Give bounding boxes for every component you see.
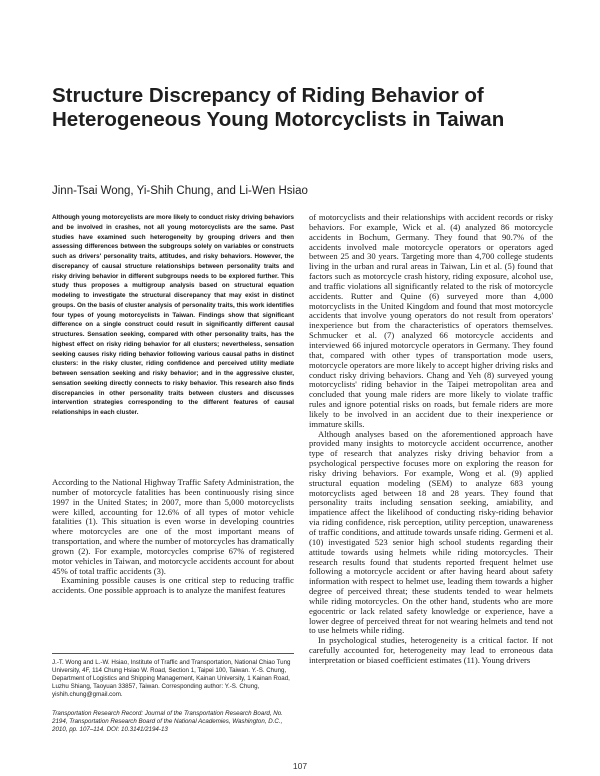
page-number: 107 bbox=[292, 761, 308, 771]
footnote-divider bbox=[52, 653, 294, 654]
author-affiliations-footnote: J.-T. Wong and L.-W. Hsiao, Institute of Traffic and Transportation, National Chiao Tung University, 4F, 114 Chung Hsiao W. Road, Section 1, Taipei 100, Taiwan. Y.-S. Chung, Department of Logistics and Shipping Management, Kainan University, 1 Kainan Road, Luzhu Shiang, Taoyuan 33857, Taiwan. Corresponding author: Y.-S. Chung, yishih.chung@gmail.com. bbox=[52, 659, 291, 699]
body-paragraph: Although analyses based on the aforementioned approach have provided many insights to motorcycle accident occurrence, another type of research that analyzes risky driving behavior from a psychological perspective focuses more on exploring the reason for risky driving behaviors. For example, Wong et al. (9) applied structural equation modeling (SEM) to analyze 683 young motorcyclists aged between 18 and 28 years. They found that personality traits including sensation seeking, amiability, and impatience affect the likelihood of conducting risky-riding behavior via riding confidence, risk perception, utility perception, unawareness of traffic conditions, and attitude towards unsafe riding. Germeni et al. (10) investigated 523 senior high school students regarding their attitude towards using helmets while riding motorcycles. Their research results found that students reported frequent helmet use following a motorcycle accident or after having heard about safety information with respect to helmet use, leading them towards a higher degree of perceived threat; these students tended to wear helmets while riding motorcycles. On the other hand, students who are more egocentric or lack related safety knowledge or experience, have a lower degree of perceived threat for not wearing helmets and tend not to use helmets while riding. bbox=[309, 428, 553, 636]
body-paragraph: According to the National Highway Traffic Safety Administration, the number of motorcycle fatalities has been continuously rising since 1997 in the United States; in 2007, more than 5,000 motorcyclists were killed, accounting for 12.6% of all types of motor vehicle fatalities (1). This situation is even worse in developing countries where motorcycles are one of the most important means of transportation, and where the number of motorcycles has dramatically grown (2). For example, motorcycles comprise 67% of registered motor vehicles in Taiwan, and motorcycle accidents account for about 45% of total traffic accidents (3). bbox=[52, 477, 294, 576]
body-column-left bbox=[52, 478, 294, 596]
author-list: Jinn-Tsai Wong, Yi-Shih Chung, and Li-Wen Hsiao bbox=[52, 185, 308, 197]
body-paragraph: In psychological studies, heterogeneity is a critical factor. If not carefully accounted for, heterogeneity may lead to erroneous data interpretation or biased coefficient estimates (11). Young drivers bbox=[309, 635, 553, 665]
body-paragraph: of motorcyclists and their relationships with accident records or risky behaviors. For example, Wick et al. (4) analyzed 86 motorcycle accidents in Bochum, Germany. They found that 90.7% of the accidents involved male motorcycle operators or operators aged between 25 and 30 years. Targeting more than 4,700 college students living in the urban and rural areas in Taiwan, Lin et al. (5) found that factors such as motorcycle crash history, riding exposure, alcohol use, and traffic violations all significantly related to the risk of motorcycle accidents. Rutter and Quine (6) surveyed more than 4,000 motorcyclists in the United Kingdom and found that most motorcycle accidents that involve young operators do not result from operators' inexperience but from the characteristics of operators themselves. Schmucker et al. (7) analyzed 66 motorcycle accidents and interviewed 66 injured motorcycle operators in Germany. They found that, compared with other types of transportation mode users, motorcycle operators are more likely to accept higher driving risks and conduct risky driving behaviors. Chang and Yeh (8) surveyed young motorcyclists' riding behavior in the Taipei metropolitan area and concluded that young male riders are more likely to violate traffic rules and ignore potential risks on roads, but female riders are more likely to be involved in an accident due to their inexperience or immature skills. bbox=[309, 212, 553, 429]
citation-footnote: Transportation Research Record: Journal of the Transportation Research Board, No. 2194, Transportation Research Board of the National Academies, Washington, D.C., 2010, pp. 107–114. DOI: 10.3141/2194-13 bbox=[52, 710, 283, 734]
abstract: Although young motorcyclists are more likely to conduct risky driving behaviors and be involved in crashes, not all young motorcyclists are the same. Past studies have examined such heterogeneity by grouping drivers and then assessing differences between the subgroups solely on variables or constructs such as drivers' personality traits, attitudes, and risky behaviors. However, the discrepancy of causal structure relationships between personality traits and risky driving behavior in different subgroups needs to be explored further. This study thus proposes a multigroup analysis based on structural equation modeling to investigate the structural discrepancy that may exist in distinct groups. On the basis of cluster analysis of personality traits, this work identifies four types of young motorcyclists in Taiwan. Findings show that significant difference on a single construct could result in significantly different causal structures. Sensation seeking, compared with other personality traits, has the highest effect on risky riding behavior for all clusters; nevertheless, sensation seeking causes risky riding behavior following various causal paths in distinct clusters: in the risky cluster, riding confidence and perceived utility mediate between sensation seeking and risky behavior; and in the aggressive cluster, sensation seeking directly connects to risky behavior. This research also finds discrepancies in other personality traits between clusters and discusses intervention strategies corresponding to the different features of causal relationships in each cluster. bbox=[52, 214, 294, 416]
body-paragraph: Examining possible causes is one critical step to reducing traffic accidents. One possible approach is to analyze the manifest features bbox=[52, 575, 294, 596]
body-column-right bbox=[309, 213, 553, 666]
paper-title: Structure Discrepancy of Riding Behavior of Heterogeneous Young Motorcyclists in Taiwan bbox=[52, 84, 505, 131]
